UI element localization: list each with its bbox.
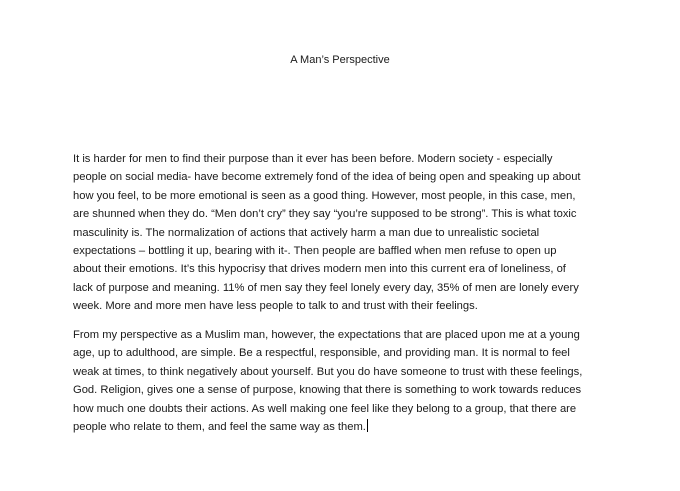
paragraph-line: people on social media- have become extremely fond of the idea of being open and speaking up about (73, 171, 581, 184)
paragraph-line: about their emotions. It’s this hypocrisy that drives modern men into this current era of loneliness, of (73, 263, 566, 276)
paragraph-line-text: people who relate to them, and feel the same way as them. (73, 421, 366, 434)
paragraph-line: age, up to adulthood, are simple. Be a respectful, responsible, and providing man. It is normal to feel (73, 347, 570, 360)
paragraph-line: It is harder for men to find their purpose than it ever has been before. Modern society - especially (73, 153, 553, 165)
paragraph-2 (73, 326, 613, 436)
paragraph-1 (73, 150, 613, 316)
paragraph-line: God. Religion, gives one a sense of purpose, knowing that there is something to work towards reduces (73, 384, 582, 397)
paragraph-line: lack of purpose and meaning. 11% of men say they feel lonely every day, 35% of men are lonely every (73, 281, 579, 294)
paragraph-line: how you feel, to be more emotional is seen as a good thing. However, most people, in this case, men, (73, 189, 576, 202)
paragraph-line: From my perspective as a Muslim man, however, the expectations that are placed upon me at a young (73, 329, 580, 341)
text-cursor (367, 419, 368, 432)
paragraph-line: expectations – bottling it up, bearing with it-. Then people are baffled when men refuse to open up (73, 245, 557, 258)
paragraph-line: weak at times, to think negatively about yourself. But you do have someone to trust with these feelings, (73, 365, 583, 378)
paragraph-line: masculinity is. The normalization of actions that actively harm a man due to unrealistic societal (73, 226, 540, 239)
paragraph-line: are shunned when they do. “Men don’t cry” they say “you’re supposed to be strong”. This is what toxic (73, 208, 577, 221)
paragraph-line: how much one doubts their actions. As well making one feel like they belong to a group, that there are (73, 402, 577, 415)
paragraph-line-last (73, 418, 613, 436)
document-title: A Man’s Perspective (290, 54, 390, 66)
paragraph-line: week. More and more men have less people to talk to and trust with their feelings. (73, 300, 478, 313)
